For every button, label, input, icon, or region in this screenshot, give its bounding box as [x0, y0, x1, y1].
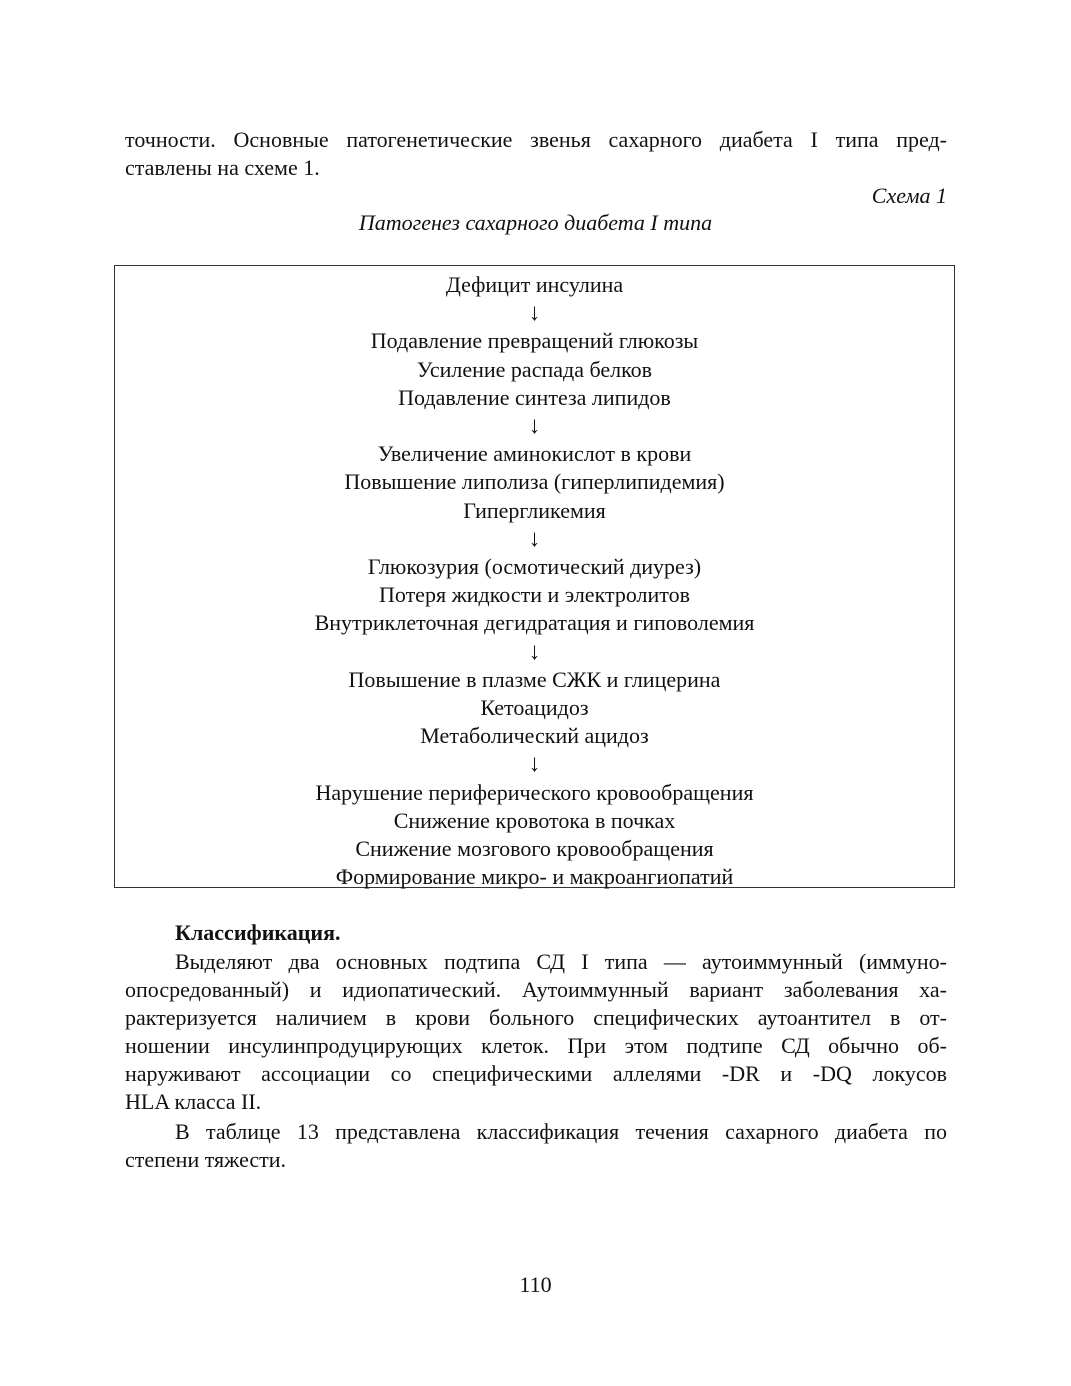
- down-arrow-icon: ↓: [528, 751, 541, 778]
- classification-line: Выделяют два основных подтипа СД I типа — аутоиммунный (иммуно-: [175, 949, 947, 974]
- classification-line: рактеризуется наличием в крови больного специфических аутоантител в от-: [125, 1005, 947, 1030]
- scheme-step: Подавление превращений глюкозы: [370, 328, 699, 354]
- page-number: 110: [519, 1272, 552, 1297]
- classification-line: ношении инсулинпродуцирующих клеток. При этом подтипе СД обычно об-: [125, 1033, 947, 1058]
- down-arrow-icon: ↓: [528, 300, 541, 327]
- table-reference-paragraph: [125, 1118, 947, 1174]
- scheme-step: Потеря жидкости и электролитов: [378, 582, 691, 608]
- scheme-flow: [115, 271, 954, 891]
- scheme-step: Снижение мозгового кровообращения: [355, 836, 714, 862]
- intro-line: точности. Основные патогенетические звенья сахарного диабета I типа пред-: [125, 127, 947, 152]
- scheme-step: Снижение кровотока в почках: [393, 807, 676, 833]
- scheme-title: Патогенез сахарного диабета I типа: [358, 210, 713, 235]
- scheme-step: Подавление синтеза липидов: [398, 384, 671, 410]
- scheme-step: Повышение липолиза (гиперлипидемия): [344, 469, 725, 495]
- classification-line: наруживают ассоциации со специфическими аллелями -DR и -DQ локусов: [125, 1061, 947, 1086]
- table-reference-line: В таблице 13 представлена классификация течения сахарного диабета по: [175, 1119, 947, 1144]
- classification-paragraph: [125, 948, 947, 1116]
- scheme-diagram-box: [114, 265, 955, 888]
- scheme-step: Усиление распада белков: [416, 356, 653, 382]
- scheme-step: Формирование микро- и макроангиопатий: [335, 864, 734, 890]
- classification-line: HLA класса II.: [125, 1089, 262, 1114]
- scheme-step: Повышение в плазме СЖК и глицерина: [348, 666, 721, 692]
- classification-heading: Классификация.: [175, 920, 341, 945]
- intro-paragraph: [125, 126, 947, 182]
- scheme-step: Внутриклеточная дегидратация и гиповолемия: [314, 610, 755, 636]
- scheme-step: Глюкозурия (осмотический диурез): [367, 554, 702, 580]
- scheme-step: Дефицит инсулина: [445, 272, 624, 297]
- classification-line: опосредованный) и идиопатический. Аутоиммунный вариант заболевания ха-: [125, 977, 947, 1002]
- down-arrow-icon: ↓: [528, 413, 541, 440]
- down-arrow-icon: ↓: [528, 525, 541, 552]
- scheme-step: Нарушение периферического кровообращения: [315, 779, 754, 805]
- scheme-step: Кетоацидоз: [480, 695, 589, 721]
- scheme-step: Метаболический ацидоз: [420, 723, 649, 749]
- table-reference-line: степени тяжести.: [125, 1147, 287, 1172]
- scheme-step: Увеличение аминокислот в крови: [377, 441, 692, 467]
- scheme-label: Схема 1: [871, 183, 947, 208]
- down-arrow-icon: ↓: [528, 638, 541, 665]
- scheme-step: Гипергликемия: [463, 497, 606, 523]
- intro-line: ставлены на схеме 1.: [125, 155, 320, 180]
